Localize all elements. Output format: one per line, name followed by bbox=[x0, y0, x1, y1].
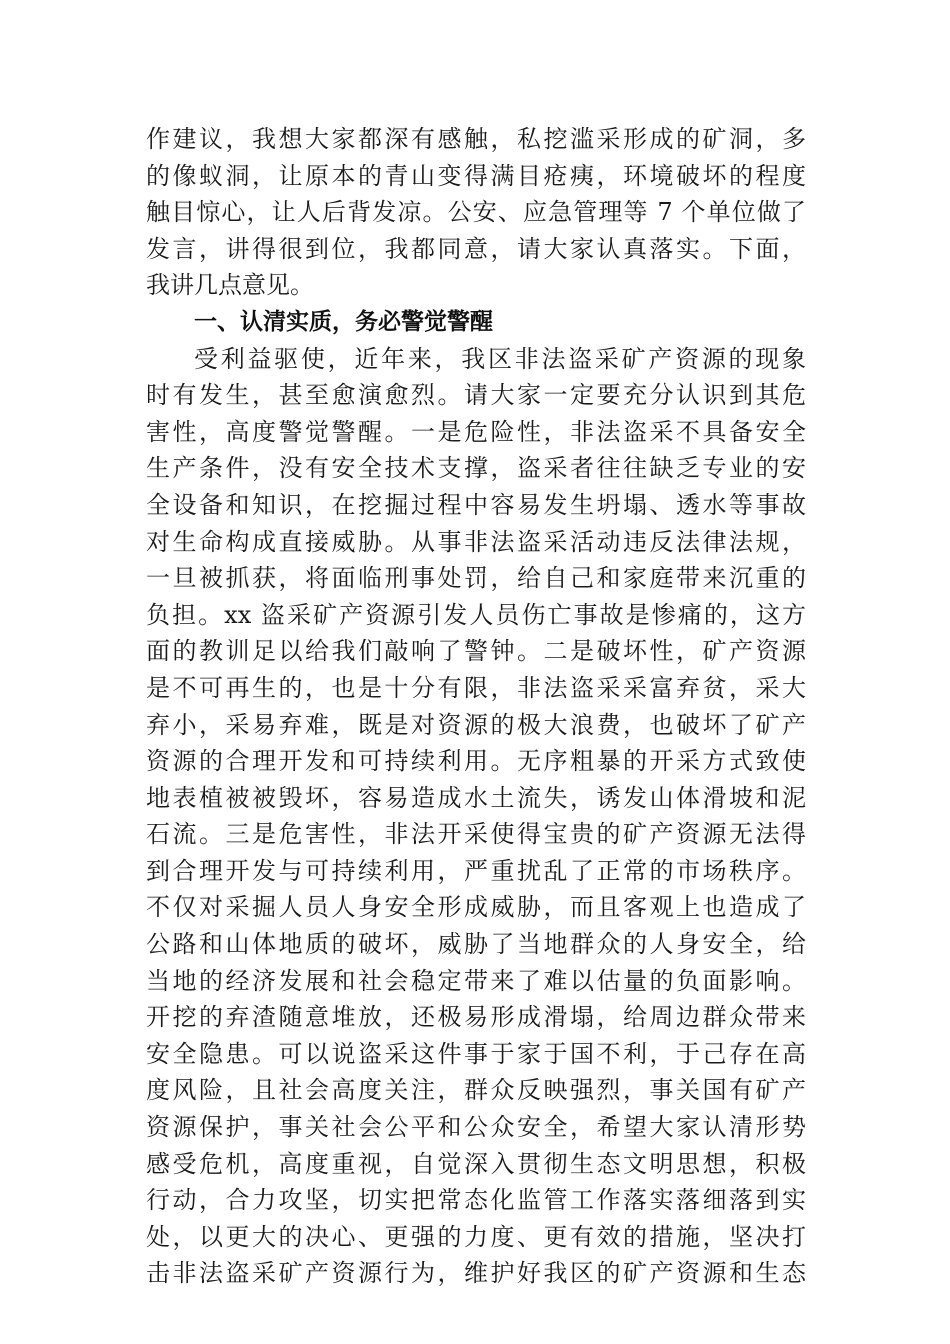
body-line-26: 击非法盗采矿产资源行为，维护好我区的矿产资源和生态 bbox=[146, 1259, 806, 1288]
body-line-8: 负担。xx 盗采矿产资源引发人员伤亡事故是惨痛的，这方 bbox=[146, 600, 806, 629]
body-line-23: 感受危机，高度重视，自觉深入贯彻生态文明思想，积极 bbox=[146, 1149, 806, 1178]
body-line-14: 石流。三是危害性，非法开采使得宝贵的矿产资源无法得 bbox=[146, 820, 806, 849]
body-line-5: 全设备和知识，在挖掘过程中容易发生坍塌、透水等事故 bbox=[146, 490, 806, 519]
body-line-16: 不仅对采掘人员人身安全形成威胁，而且客观上也造成了 bbox=[146, 893, 806, 922]
body-line-7: 一旦被抓获，将面临刑事处罚，给自己和家庭带来沉重的 bbox=[146, 564, 806, 593]
body-line-15: 到合理开发与可持续利用，严重扰乱了正常的市场秩序。 bbox=[146, 856, 806, 885]
body-line-10: 是不可再生的，也是十分有限，非法盗采采富弃贫，采大 bbox=[146, 673, 806, 702]
body-line-6: 对生命构成直接威胁。从事非法盗采活动违反法律法规， bbox=[146, 527, 806, 556]
body-line-18: 当地的经济发展和社会稳定带来了难以估量的负面影响。 bbox=[146, 966, 806, 995]
body-line-21: 度风险，且社会高度关注，群众反映强烈，事关国有矿产 bbox=[146, 1076, 806, 1105]
body-line-17: 公路和山体地质的破坏，威胁了当地群众的人身安全，给 bbox=[146, 930, 806, 959]
body-line-9: 面的教训足以给我们敲响了警钟。二是破坏性，矿产资源 bbox=[146, 637, 806, 666]
body-line-12: 资源的合理开发和可持续利用。无序粗暴的开采方式致使 bbox=[146, 747, 806, 776]
body-line-19: 开挖的弃渣随意堆放，还极易形成滑塌，给周边群众带来 bbox=[146, 1003, 806, 1032]
body-line-1: 受利益驱使，近年来，我区非法盗采矿产资源的现象 bbox=[194, 344, 806, 373]
body-line-24: 行动，合力攻坚，切实把常态化监管工作落实落细落到实 bbox=[146, 1186, 806, 1215]
body-line-22: 资源保护，事关社会公平和公众安全，希望大家认清形势 bbox=[146, 1113, 806, 1142]
section-heading: 一、认清实质，务必警觉警醒 bbox=[194, 308, 493, 335]
intro-line-4: 发言，讲得很到位，我都同意，请大家认真落实。下面， bbox=[146, 234, 806, 263]
intro-line-1: 作建议，我想大家都深有感触，私挖滥采形成的矿洞，多 bbox=[146, 125, 806, 153]
body-line-25: 处，以更大的决心、更强的力度、更有效的措施，坚决打 bbox=[146, 1222, 806, 1251]
body-line-13: 地表植被被毁坏，容易造成水土流失，诱发山体滑坡和泥 bbox=[146, 783, 806, 812]
body-line-3: 害性，高度警觉警醒。一是危险性，非法盗采不具备安全 bbox=[146, 417, 806, 446]
body-line-20: 安全隐患。可以说盗采这件事于家于国不利，于己存在高 bbox=[146, 1039, 806, 1068]
document-body bbox=[146, 121, 806, 1292]
intro-line-3: 触目惊心，让人后背发凉。公安、应急管理等 7 个单位做了 bbox=[146, 198, 806, 227]
intro-line-2: 的像蚁洞，让原本的青山变得满目疮痍，环境破坏的程度 bbox=[146, 161, 806, 190]
intro-line-5: 我讲几点意见。 bbox=[146, 271, 314, 300]
body-line-2: 时有发生，甚至愈演愈烈。请大家一定要充分认识到其危 bbox=[146, 381, 806, 410]
body-line-11: 弃小，采易弃难，既是对资源的极大浪费，也破坏了矿产 bbox=[146, 710, 806, 739]
body-line-4: 生产条件，没有安全技术支撑，盗采者往往缺乏专业的安 bbox=[146, 454, 806, 483]
